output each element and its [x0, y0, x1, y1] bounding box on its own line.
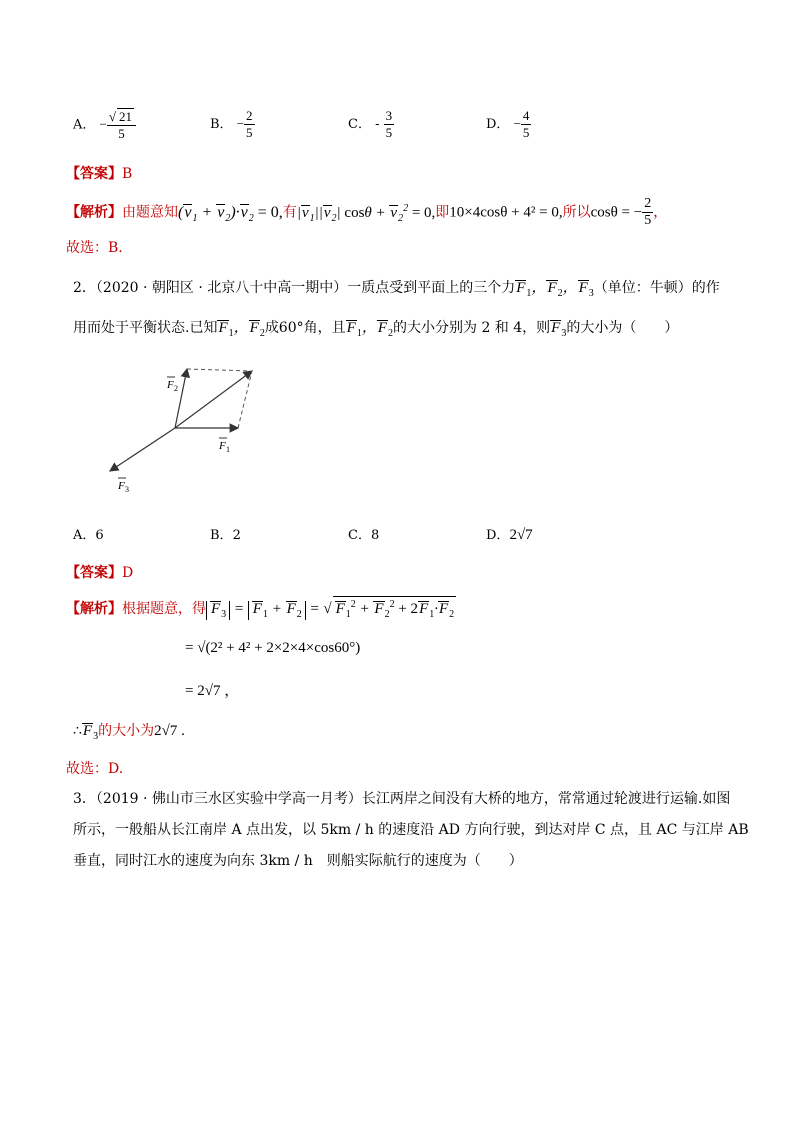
- svg-text:1: 1: [226, 445, 230, 454]
- option-label: C．: [348, 117, 371, 132]
- q1-answer: [66, 163, 132, 183]
- q2-option-c: C．8: [348, 528, 380, 543]
- q2-analysis-step3: = 2√7 ，: [185, 683, 240, 699]
- f3-arrow: [110, 428, 175, 471]
- option-sign: −: [513, 116, 521, 131]
- stem-text: （单位：牛顿）的作: [593, 280, 720, 296]
- fraction: $\frac{√ 21}{5}$: [107, 108, 136, 142]
- analysis-equation-3: 10×4cosθ + 4² = 0,: [449, 204, 563, 221]
- q2-analysis-step2: = √(2² + 4² + 2×2×4×cos60°): [185, 640, 361, 656]
- q2-stem-line2: 用而处于平衡状态.已知$F_1$，$F_2$成60°角，且$F_1$，$F_2$的大小分别为 2 和 4，则$F_3$的大小为（ ）: [73, 320, 679, 339]
- f3-label: [117, 478, 129, 494]
- q2-option-b: B．2: [210, 528, 241, 543]
- q1-analysis: 【解析】由题意知$(v_1 + v_2)\cdot v_2 = 0$,有$|v_1||v_2|$ $\cos\theta + v_2^2 = 0$,即10×4cosθ + 4² = 0,所以cosθ = − $\frac{2}{5}$ ，: [66, 196, 668, 228]
- analysis-text: 有: [282, 204, 297, 221]
- force-diagram: [95, 355, 275, 500]
- option-label: B．: [210, 117, 233, 132]
- f2-arrow: [175, 369, 187, 428]
- stem-text: 的大小为（ ）: [566, 320, 679, 336]
- q1-option-d: [486, 108, 531, 141]
- svg-text:F: F: [219, 440, 226, 452]
- q2-conclusion: 故选：D.: [66, 761, 124, 777]
- stem-text: 的大小分别为 2 和 4，则: [393, 320, 551, 336]
- answer-value: B: [122, 166, 133, 182]
- option-label: A．: [73, 117, 96, 133]
- stem-text: 2．（2020 · 朝阳区 · 北京八十中高一期中）一质点受到平面上的三个力: [73, 280, 516, 296]
- analysis-equation-2: $|v_1||v_2|$ $\cos\theta + v_2^2 = 0$,: [296, 202, 436, 224]
- q3-line3: 垂直，同时江水的速度为向东 3km / h 则船实际航行的速度为（ ）: [73, 853, 523, 869]
- fraction: $\frac{4}{5}$: [522, 108, 530, 140]
- option-sign: -: [375, 117, 380, 132]
- stem-text: 用而处于平衡状态.已知: [73, 320, 218, 336]
- svg-text:F: F: [167, 379, 174, 391]
- q1-option-b: [210, 108, 255, 141]
- parallelogram-edge-top: [187, 369, 252, 371]
- analysis-text: 即: [435, 204, 450, 221]
- fraction: $\frac{2}{5}$: [644, 196, 652, 228]
- option-sign: −: [236, 116, 245, 131]
- q3-line2: 所示，一般船从长江南岸 A 点出发，以 5km / h 的速度沿 AD 方向行驶，到达对岸 C 点，且 AC 与江岸 AB: [73, 822, 749, 838]
- option-sign: −: [99, 116, 107, 132]
- q1-option-a: [73, 108, 136, 142]
- q1-conclusion: 故选：B.: [66, 240, 123, 256]
- analysis-equation-1: $(v_1 + v_2)\cdot v_2 = 0$,: [178, 203, 283, 224]
- fraction: $\frac{3}{5}$: [385, 108, 393, 140]
- f1-label: [218, 438, 230, 454]
- svg-text:2: 2: [174, 384, 178, 393]
- q2-stem-line1: 2．（2020 · 朝阳区 · 北京八十中高一期中）一质点受到平面上的三个力$F_1$，$F_2$，$F_3$（单位：牛顿）的作: [73, 280, 720, 299]
- svg-text:3: 3: [125, 485, 129, 494]
- q2-option-a: A．6: [73, 528, 104, 543]
- stem-text: 成60°角，且: [264, 320, 346, 336]
- q3-line1: 3．（2019 · 佛山市三水区实验中学高一月考）长江两岸之间没有大桥的地方，常常通过轮渡进行运输.如图: [73, 791, 731, 807]
- answer-tag: 【答案】: [66, 166, 122, 182]
- analysis-equation-4: cosθ = −: [590, 204, 643, 221]
- q2-therefore: $\therefore F_3$的大小为2√7 .: [73, 723, 185, 742]
- option-label: D．: [486, 117, 510, 132]
- analysis-text: 由题意知: [122, 204, 178, 221]
- analysis-tag: 【解析】: [66, 204, 122, 221]
- fraction: $\frac{2}{5}$: [246, 108, 253, 140]
- analysis-text: 所以: [562, 204, 591, 221]
- svg-text:F: F: [118, 480, 125, 492]
- q1-option-c: [348, 108, 394, 141]
- f2-label: [166, 377, 178, 393]
- q2-option-d: D．2√7: [486, 527, 533, 543]
- q2-answer: 【答案】D: [66, 565, 134, 581]
- q2-analysis: 【解析】根据题意，得 $F_3 = F_1 + F_2$ = √ $F_1^2 + F_2^2 + 2F_1\cdot F_2$: [66, 596, 456, 623]
